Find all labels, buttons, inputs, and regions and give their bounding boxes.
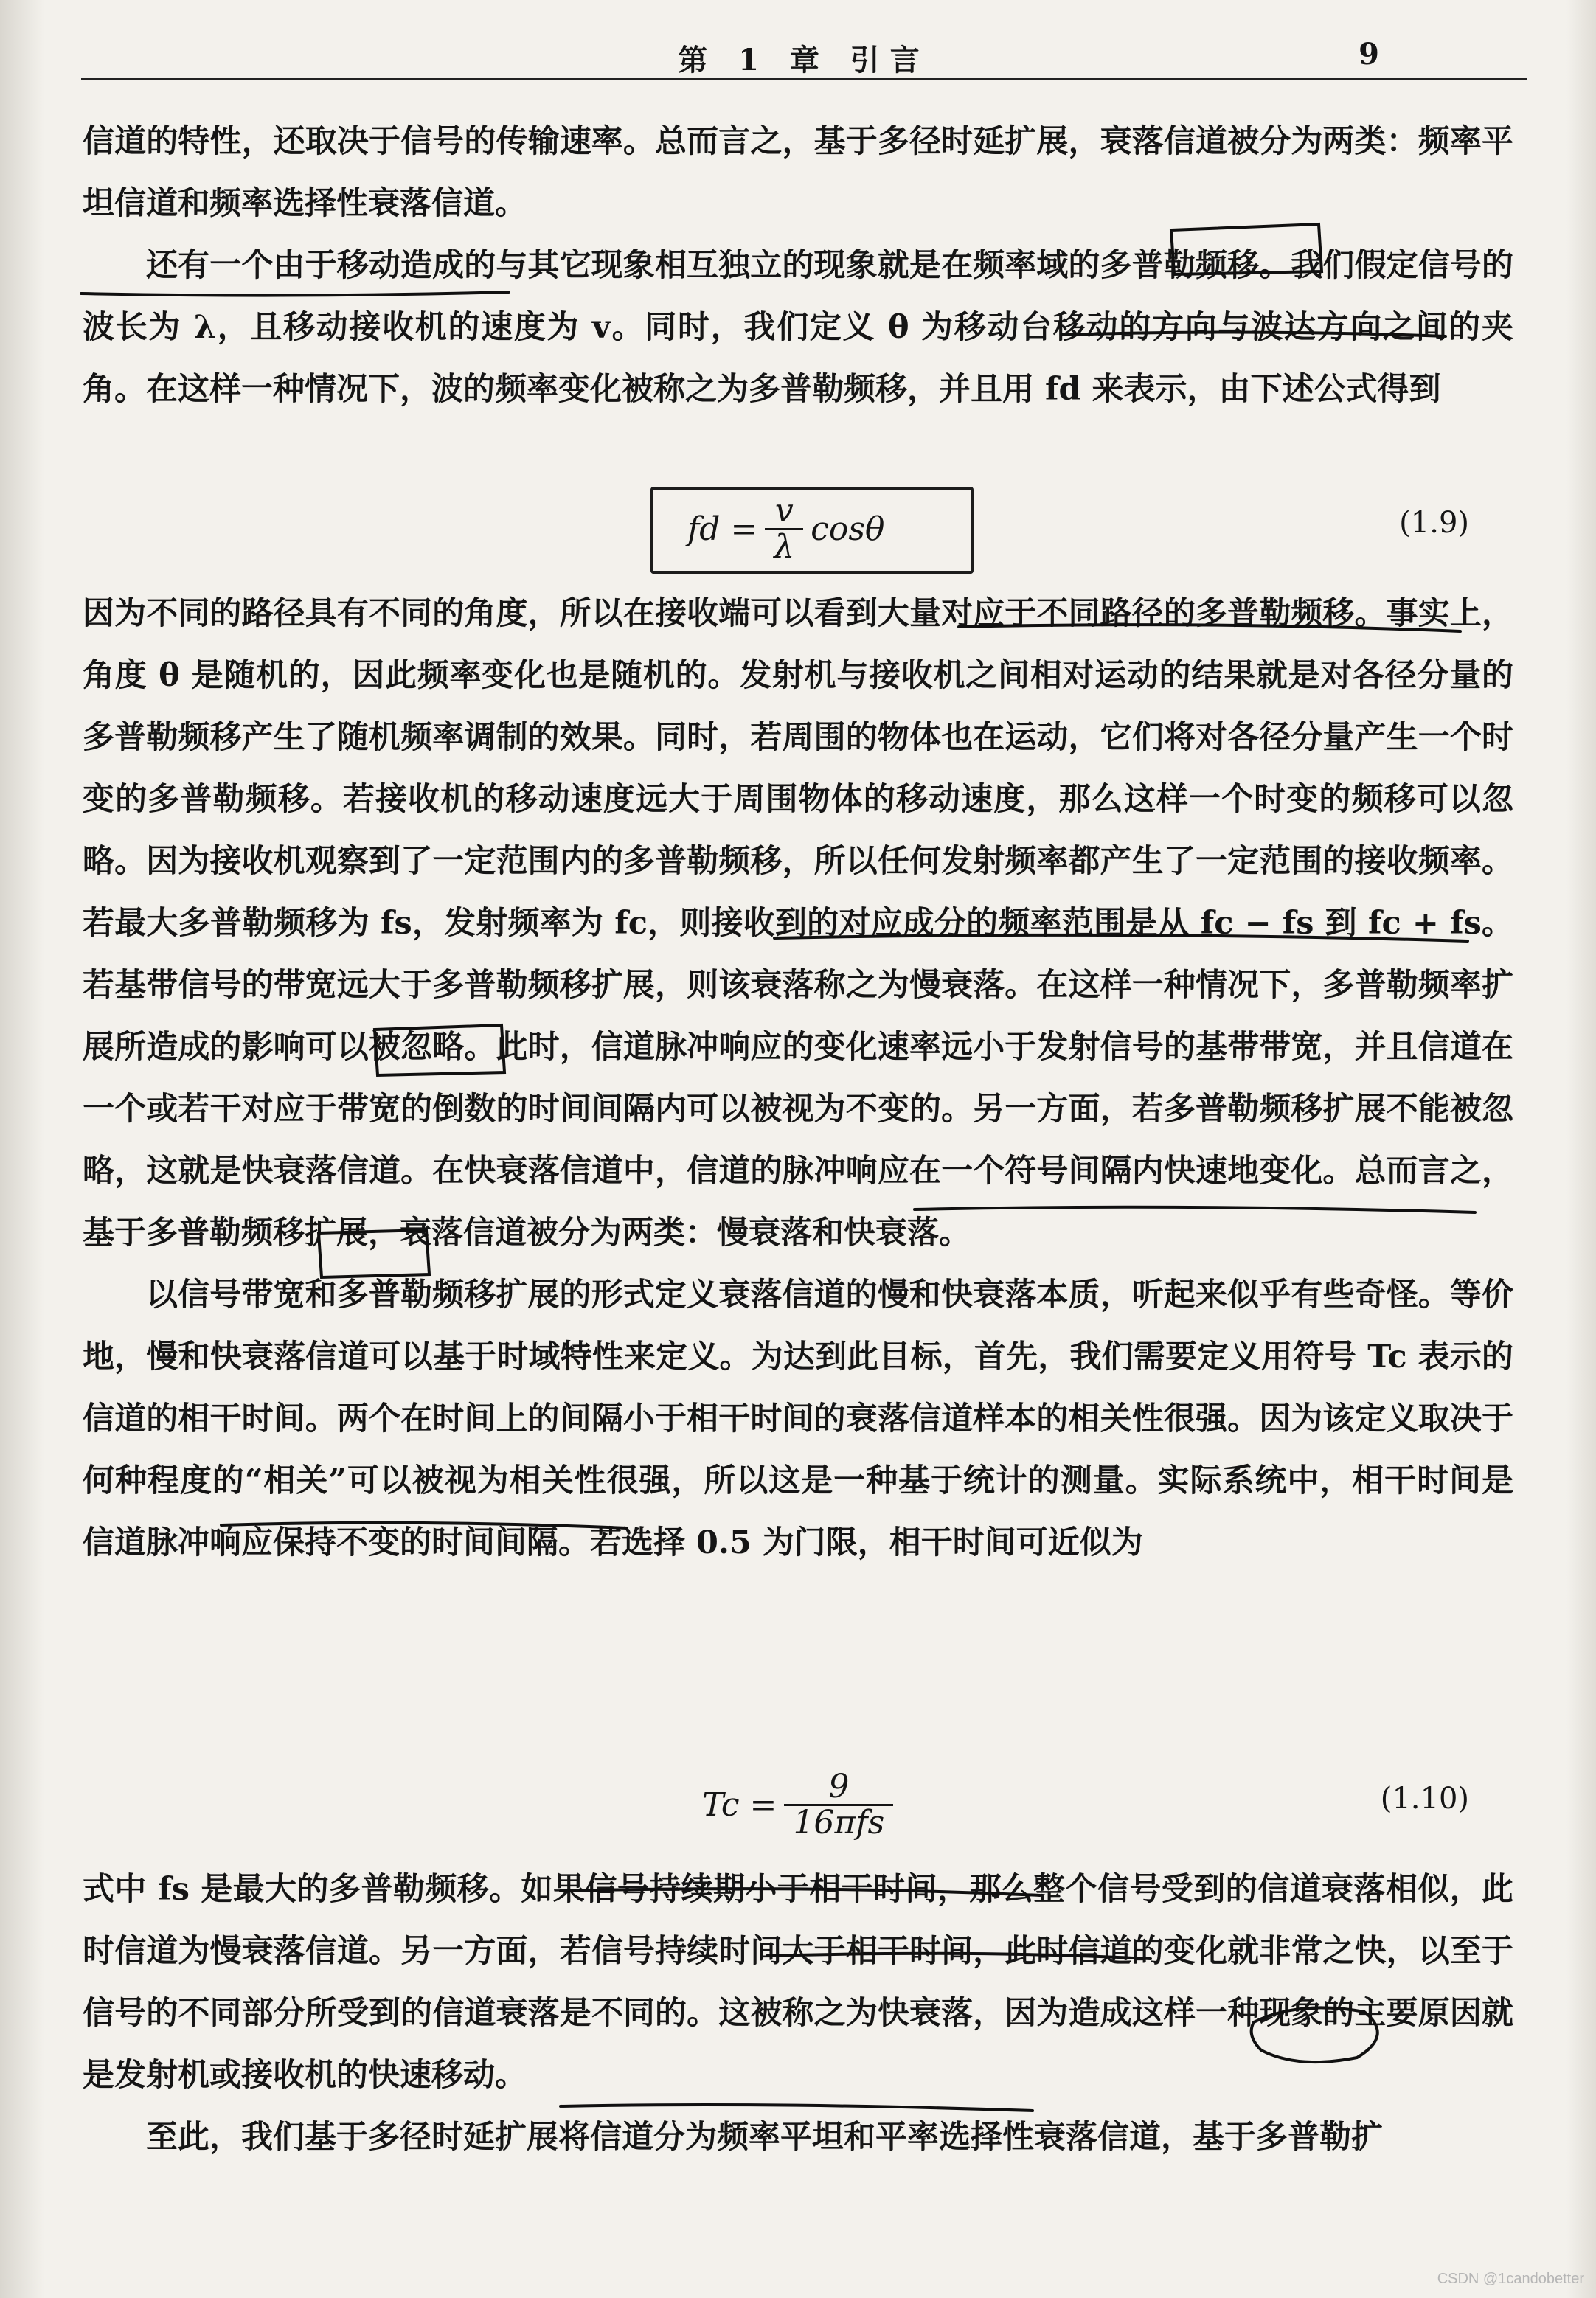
equation-lhs: Tc = bbox=[702, 1786, 777, 1824]
paragraph-5: 式中 fs 是最大的多普勒频移。如果信号持续期小于相干时间，那么整个信号受到的信道衰落相似，此时信道为慢衰落信道。另一方面，若信号持续时间大于相干时间，此时信道的变化就非常之快，以至于信号的不同部分所受到的信道衰落是不同的。这被称之为快衰落，因为造成这样一种现象的主要原因就是发射机或接收机的快速移动。 bbox=[83, 1871, 1513, 2094]
paragraph-1: 信道的特性，还取决于信号的传输速率。总而言之，基于多径时延扩展，衰落信道被分为两类：频率平坦信道和频率选择性衰落信道。 bbox=[83, 123, 1513, 222]
text-block-1 bbox=[83, 111, 1513, 420]
equation-number: (1.10) bbox=[1380, 1782, 1469, 1816]
equation-1-10 bbox=[83, 1755, 1513, 1873]
page-edge-shadow-right bbox=[1566, 0, 1596, 2298]
equation-1-10-body bbox=[702, 1770, 901, 1840]
fraction-denominator: λ bbox=[765, 528, 803, 564]
fraction-numerator: 9 bbox=[828, 1768, 850, 1805]
paragraph-3: 因为不同的路径具有不同的角度，所以在接收端可以看到大量对应于不同路径的多普勒频移。事实上，角度 θ 是随机的，因此频率变化也是随机的。发射机与接收机之间相对运动的结果就是对各径分量的多普勒频移产生了随机频率调制的效果。同时，若周围的物体也在运动，它们将对各径分量产生一个时变的多普勒频移。若接收机的移动速度远大于周围物体的移动速度，那么这样一个时变的频移可以忽略。因为接收机观察到了一定范围内的多普勒频移，所以任何发射频率都产生了一定范围的接收频率。若最大多普勒频移为 fs，发射频率为 fc，则接收到的对应成分的频率范围是从 fc − fs 到 fc + fs。若基带信号的带宽远大于多普勒频移扩展，则该衰落称之为慢衰落。在这样一种情况下，多普勒频率扩展所造成的影响可以被忽略。此时，信道脉冲响应的变化速率远小于发射信号的基带带宽，并且信道在一个或若干对应于带宽的倒数的时间间隔内可以被视为不变的。另一方面，若多普勒频移扩展不能被忽略，这就是快衰落信道。在快衰落信道中，信道的脉冲响应在一个符号间隔内快速地变化。总而言之，基于多普勒频移扩展，衰落信道被分为两类：慢衰落和快衰落。 bbox=[83, 595, 1513, 1252]
equation-1-9 bbox=[83, 479, 1513, 597]
paragraph-6: 至此，我们基于多径时延扩展将信道分为频率平坦和平率选择性衰落信道，基于多普勒扩 bbox=[146, 2119, 1383, 2156]
text-block-2 bbox=[83, 583, 1513, 1574]
equation-lhs: fd = bbox=[687, 510, 758, 548]
equation-fraction bbox=[765, 494, 803, 564]
csdn-watermark: CSDN @1candobetter bbox=[1437, 2271, 1584, 2287]
equation-fraction bbox=[784, 1770, 893, 1840]
equation-number: (1.9) bbox=[1399, 506, 1469, 540]
running-header bbox=[81, 31, 1527, 80]
page-number: 9 bbox=[1359, 37, 1379, 72]
paragraph-4: 以信号带宽和多普勒频移扩展的形式定义衰落信道的慢和快衰落本质，听起来似乎有些奇怪。等价地，慢和快衰落信道可以基于时域特性来定义。为达到此目标，首先，我们需要定义用符号 Tc 表示的信道的相干时间。两个在时间上的间隔小于相干时间的衰落信道样本的相关性很强。因为该定义取决于何种程度的“相关”可以被视为相关性很强，所以这是一种基于统计的测量。实际系统中，相干时间是信道脉冲响应保持不变的时间间隔。若选择 0.5 为门限，相干时间可近似为 bbox=[83, 1277, 1513, 1561]
text-block-3 bbox=[83, 1858, 1513, 2168]
page-edge-shadow-left bbox=[0, 0, 44, 2298]
paragraph-2: 还有一个由于移动造成的与其它现象相互独立的现象就是在频率域的多普勒频移。我们假定信号的波长为 λ，且移动接收机的速度为 v。同时，我们定义 θ 为移动台移动的方向与波达方向之间的夹角。在这样一种情况下，波的频率变化被称之为多普勒频移，并且用 fd 来表示，由下述公式得到 bbox=[83, 247, 1513, 408]
chapter-title: 第 1 章 引言 bbox=[678, 43, 930, 77]
equation-rhs: cosθ bbox=[811, 510, 885, 548]
fraction-numerator: v bbox=[774, 492, 794, 530]
fraction-denominator: 16πfs bbox=[784, 1804, 893, 1840]
equation-1-9-body bbox=[687, 494, 884, 564]
